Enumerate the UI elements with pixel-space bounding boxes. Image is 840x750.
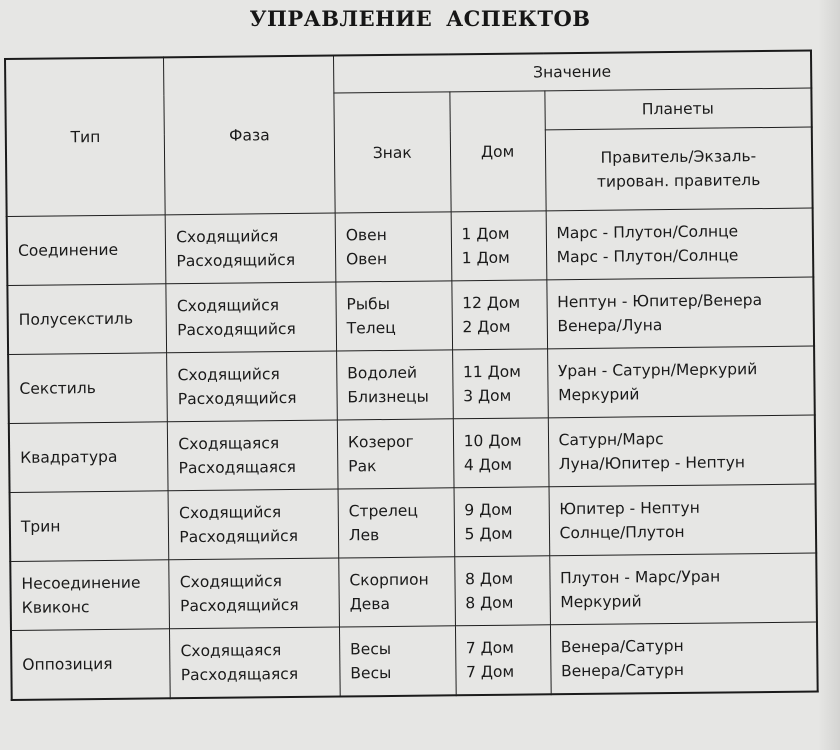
sign-line: Лев <box>348 526 380 545</box>
header-planets: Планеты <box>544 88 811 130</box>
phase-line: Сходящаяся <box>180 641 282 661</box>
phase-line: Сходящийся <box>178 503 282 523</box>
phase-line: Сходящийся <box>176 227 279 247</box>
sign-line: Рыбы <box>346 294 390 314</box>
phase-cell <box>169 558 339 629</box>
planets-cell <box>549 553 817 625</box>
type-line: Квадратура <box>20 447 118 467</box>
header-house: Дом <box>449 91 545 212</box>
type-line: Секстиль <box>19 379 96 398</box>
type-cell <box>11 629 171 700</box>
planets-line: Марс - Плутон/Солнце <box>556 246 739 267</box>
house-line: 9 Дом <box>464 500 513 520</box>
sign-line: Телец <box>346 318 396 338</box>
phase-line: Сходящаяся <box>178 434 280 454</box>
sign-line: Дева <box>349 594 391 614</box>
table-row <box>9 415 816 492</box>
phase-cell <box>166 282 336 353</box>
header-phase: Фаза <box>164 56 335 215</box>
type-cell <box>8 353 168 424</box>
planets-line: Марс - Плутон/Солнце <box>556 222 739 243</box>
phase-line: Сходящийся <box>177 365 280 385</box>
header-type: Тип <box>5 57 165 216</box>
sign-line: Водолей <box>347 363 418 383</box>
sign-line: Стрелец <box>348 501 418 521</box>
page-edge-shadow <box>818 0 840 750</box>
phase-line: Расходящийся <box>176 250 296 271</box>
house-line: 11 Дом <box>462 362 521 382</box>
phase-line: Расходящаяся <box>180 664 299 685</box>
house-line: 1 Дом <box>461 248 510 268</box>
planets-line: Меркурий <box>560 592 642 612</box>
planets-cell <box>546 277 814 349</box>
type-line: Несоединение <box>21 573 141 593</box>
house-line: 8 Дом <box>464 569 514 589</box>
sign-cell <box>339 626 455 697</box>
sign-cell <box>336 350 452 420</box>
planets-cell <box>547 346 815 418</box>
phase-line: Сходящийся <box>179 572 283 592</box>
house-cell <box>451 211 547 281</box>
planets-line: Сатурн/Марс <box>558 430 664 450</box>
house-line: 5 Дом <box>464 524 513 544</box>
type-cell <box>7 215 167 286</box>
header-ruler <box>545 127 813 211</box>
phase-cell <box>170 627 340 698</box>
phase-line: Расходящийся <box>179 595 299 616</box>
table-row <box>11 622 818 700</box>
sign-cell <box>335 212 451 282</box>
header-meaning: Значение <box>333 51 811 93</box>
table-row <box>7 277 814 354</box>
header-sign: Знак <box>334 92 451 213</box>
table-row <box>10 553 817 630</box>
house-cell <box>451 280 547 350</box>
phase-line: Сходящийся <box>176 296 280 316</box>
house-cell <box>454 556 550 626</box>
sign-line: Весы <box>350 663 392 683</box>
house-line: 2 Дом <box>462 317 511 337</box>
phase-cell <box>168 489 338 560</box>
house-line: 7 Дом <box>465 638 514 658</box>
house-cell <box>455 625 551 695</box>
planets-line: Солнце/Плутон <box>559 522 685 543</box>
planets-line: Уран - Сатурн/Меркурий <box>557 360 758 381</box>
type-cell <box>7 284 167 355</box>
phase-line: Расходящийся <box>177 319 296 340</box>
phase-cell <box>167 351 337 422</box>
type-line: Полусекстиль <box>18 309 134 329</box>
sign-line: Овен <box>345 250 388 269</box>
sign-cell <box>337 419 453 489</box>
planets-line: Венера/Луна <box>557 316 663 336</box>
phase-line: Расходящийся <box>177 388 297 409</box>
phase-line: Расходящийся <box>179 526 299 547</box>
house-line: 4 Дом <box>463 455 513 475</box>
aspects-table <box>4 50 819 701</box>
sign-line: Рак <box>348 457 377 476</box>
type-cell <box>9 422 169 493</box>
table-row <box>8 346 815 423</box>
planets-line: Луна/Юпитер - Нептун <box>558 453 746 474</box>
planets-cell <box>549 484 817 556</box>
house-cell <box>453 418 549 488</box>
header-ruler-line1: Правитель/Экзаль- <box>600 147 757 167</box>
house-line: 7 Дом <box>465 662 515 682</box>
type-line: Квиконс <box>21 598 90 617</box>
house-cell <box>454 487 550 557</box>
planets-line: Венера/Сатурн <box>560 660 685 681</box>
type-line: Трин <box>20 517 61 536</box>
sign-cell <box>338 488 454 558</box>
planets-cell <box>548 415 816 487</box>
sign-line: Весы <box>350 639 392 659</box>
table-row <box>10 484 817 561</box>
house-line: 12 Дом <box>462 293 521 313</box>
planets-cell <box>550 622 818 694</box>
table-body <box>7 208 818 700</box>
sign-cell <box>336 281 452 351</box>
house-cell <box>452 349 548 419</box>
planets-line: Венера/Сатурн <box>560 636 684 657</box>
page-title: УПРАВЛЕНИЕ АСПЕКТОВ <box>249 6 591 31</box>
header-ruler-line2: тирован. правитель <box>596 171 761 191</box>
sign-line: Козерог <box>347 432 414 452</box>
sign-line: Скорпион <box>349 570 429 590</box>
house-line: 1 Дом <box>461 224 510 244</box>
house-line: 8 Дом <box>465 593 514 613</box>
house-line: 10 Дом <box>463 431 522 451</box>
type-line: Соединение <box>17 240 119 260</box>
house-line: 3 Дом <box>463 386 512 406</box>
type-line: Оппозиция <box>22 654 113 674</box>
phase-cell <box>168 420 338 491</box>
type-cell <box>10 491 170 562</box>
type-cell <box>10 560 170 631</box>
planets-cell <box>546 208 814 280</box>
sign-line: Овен <box>345 226 387 245</box>
sign-line: Близнецы <box>347 387 429 407</box>
phase-line: Расходящаяся <box>178 457 297 478</box>
sign-cell <box>339 557 455 627</box>
planets-line: Нептун - Юпитер/Венера <box>557 291 763 312</box>
planets-line: Меркурий <box>558 385 640 405</box>
planets-line: Юпитер - Нептун <box>559 498 700 519</box>
phase-cell <box>165 213 335 284</box>
planets-line: Плутон - Марс/Уран <box>559 567 721 588</box>
table-header <box>5 51 813 217</box>
table-row <box>7 208 814 285</box>
